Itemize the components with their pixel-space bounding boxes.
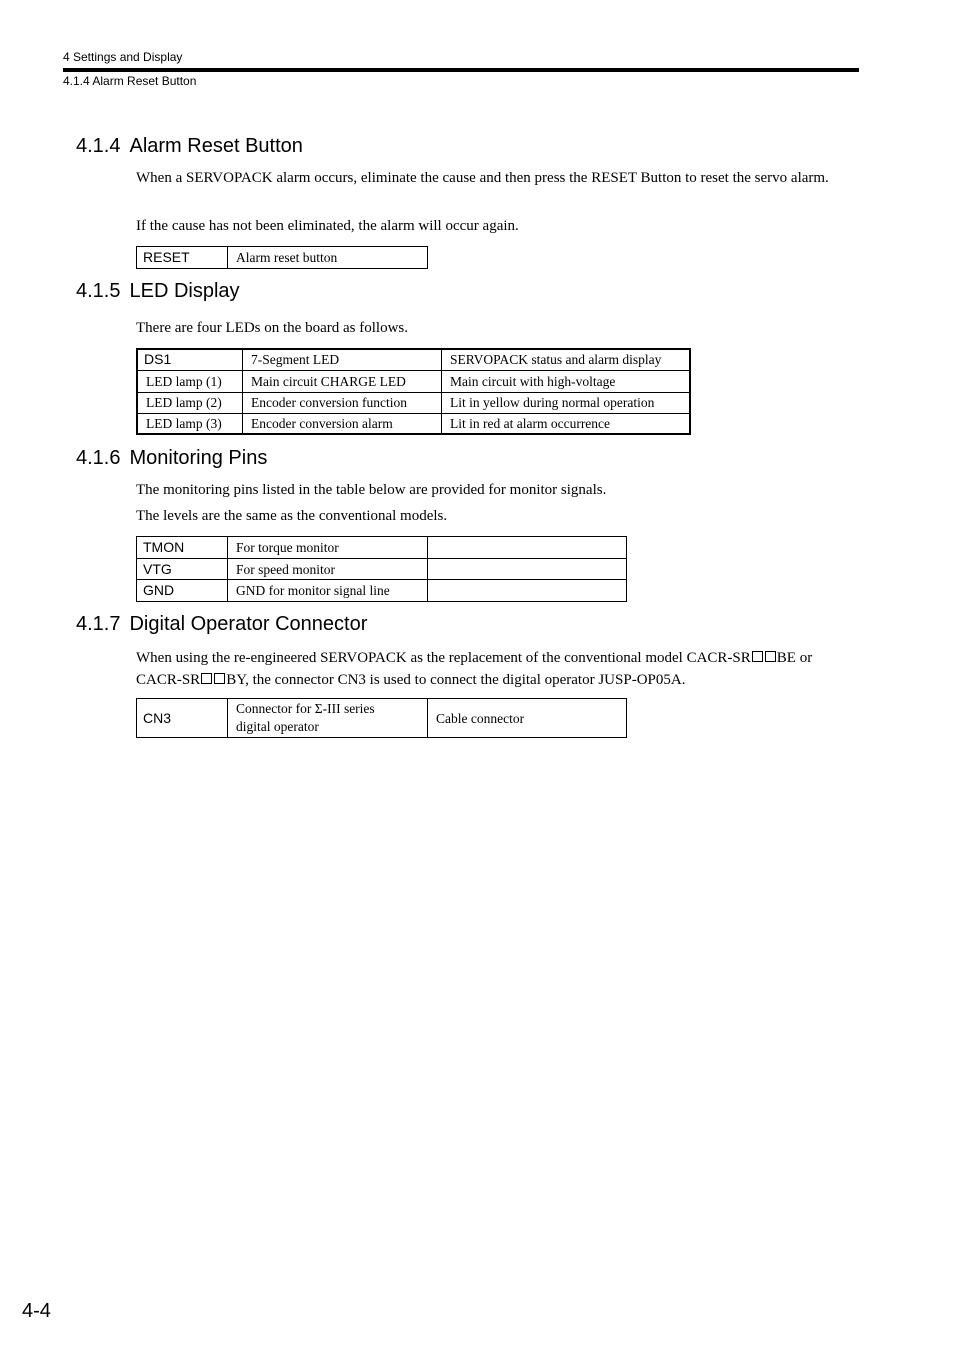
heading-number: 4.1.4 [76, 135, 121, 157]
table-row [137, 370, 690, 392]
table-cell: LED lamp (2) [137, 392, 243, 413]
table-cell: GND for monitor signal line [228, 580, 428, 602]
table-cell: LED lamp (3) [137, 413, 243, 434]
text-run: BY, the connector CN3 is used to connect the digital operator JUSP-OP05A. [226, 672, 686, 688]
heading-number: 4.1.7 [76, 613, 121, 635]
table-row [137, 247, 428, 269]
table-row [137, 349, 690, 370]
table-cell: For torque monitor [228, 537, 428, 559]
heading-title: Alarm Reset Button [129, 135, 303, 157]
table-cell [228, 699, 428, 738]
table-cell: VTG [137, 559, 228, 580]
heading-4-1-5 [76, 280, 240, 303]
table-cell: RESET [137, 247, 228, 269]
table-cell: For speed monitor [228, 559, 428, 580]
page-number: 4-4 [22, 1300, 51, 1322]
table-row [137, 559, 627, 580]
placeholder-box-icon [752, 651, 763, 662]
heading-title: Digital Operator Connector [129, 613, 368, 635]
table-row [137, 699, 627, 738]
table-cell [428, 580, 627, 602]
placeholder-box-icon [201, 673, 212, 684]
text-run: CACR-SR [136, 672, 201, 688]
table-cell: Encoder conversion alarm [243, 413, 442, 434]
table-cell: Cable connector [428, 699, 627, 738]
paragraph: If the cause has not been eliminated, the alarm will occur again. [136, 218, 519, 234]
led-table [136, 348, 691, 435]
placeholder-box-icon [214, 673, 225, 684]
table-row [137, 537, 627, 559]
table-cell: Encoder conversion function [243, 392, 442, 413]
digital-operator-table [136, 698, 627, 738]
table-row [137, 392, 690, 413]
heading-4-1-6 [76, 447, 267, 470]
table-cell: Alarm reset button [228, 247, 428, 269]
table-cell: DS1 [137, 349, 243, 370]
cell-line: digital operator [236, 719, 319, 734]
table-row [137, 413, 690, 434]
paragraph [136, 647, 866, 691]
table-cell: Main circuit CHARGE LED [243, 370, 442, 392]
paragraph: The levels are the same as the conventional models. [136, 508, 448, 524]
table-cell [428, 559, 627, 580]
table-cell: Lit in yellow during normal operation [442, 392, 691, 413]
cell-line: Connector for Σ-III series [236, 701, 375, 716]
table-cell: TMON [137, 537, 228, 559]
monitoring-pins-table [136, 536, 627, 602]
table-cell: CN3 [137, 699, 228, 738]
heading-4-1-7 [76, 613, 367, 636]
heading-4-1-4 [76, 135, 303, 158]
placeholder-box-icon [765, 651, 776, 662]
paragraph: When a SERVOPACK alarm occurs, eliminate the cause and then press the RESET Button to reset the servo alarm. [136, 170, 829, 186]
paragraph: There are four LEDs on the board as follows. [136, 320, 408, 336]
running-header-section: 4.1.4 Alarm Reset Button [63, 74, 197, 88]
table-cell: Main circuit with high-voltage [442, 370, 691, 392]
heading-number: 4.1.6 [76, 447, 121, 469]
header-rule [63, 68, 859, 72]
table-cell: LED lamp (1) [137, 370, 243, 392]
reset-table [136, 246, 428, 269]
table-cell: 7-Segment LED [243, 349, 442, 370]
running-header-chapter: 4 Settings and Display [63, 50, 183, 64]
paragraph: The monitoring pins listed in the table below are provided for monitor signals. [136, 482, 607, 498]
table-cell: Lit in red at alarm occurrence [442, 413, 691, 434]
text-run: When using the re-engineered SERVOPACK as the replacement of the conventional model CACR-SR [136, 650, 751, 666]
table-cell: SERVOPACK status and alarm display [442, 349, 691, 370]
table-cell: GND [137, 580, 228, 602]
table-row [137, 580, 627, 602]
heading-title: LED Display [129, 280, 240, 302]
heading-title: Monitoring Pins [129, 447, 268, 469]
heading-number: 4.1.5 [76, 280, 121, 302]
text-run: BE or [776, 650, 813, 666]
table-cell [428, 537, 627, 559]
